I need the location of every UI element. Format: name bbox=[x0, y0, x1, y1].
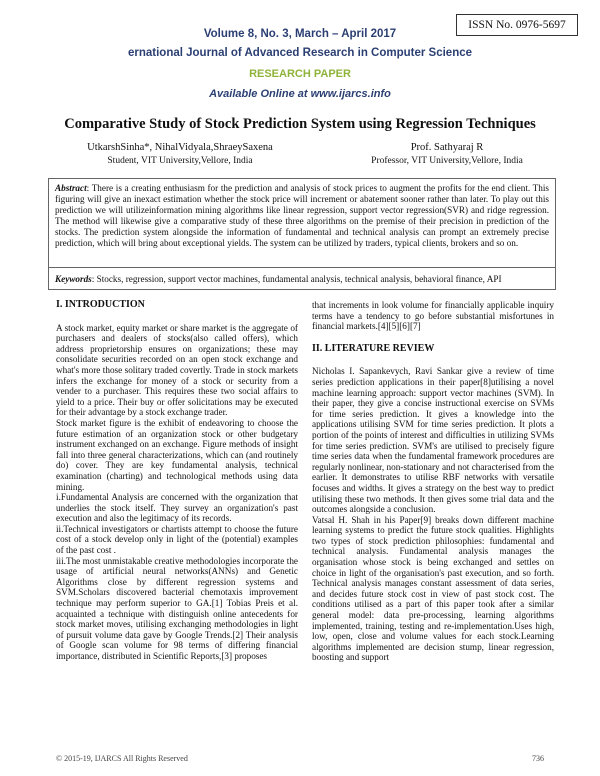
abstract-text: : There is a creating enthusiasm for the prediction and analysis of stock prices to augment the profits for the end client. This figuring will give an inexact estimation whether the stock price will increment or abatement sooner rather than later. To play out this prediction we will utilizeinformation mining algorithms like linear regression, support vector regression(SVR) and ridge regression. The method will likewise give a comparative study of these three algorithms on the premise of their precision in prediction of the stocks. The prediction system alongside the information of fundamental and technical analysis can prompt an extremely precise prediction, which will bring about exceptional yields. The system can be utilized by traders, typical clients, brokers and so on. bbox=[55, 183, 549, 248]
paragraph: i.Fundamental Analysis are concerned with the organization that underlies the stock itself. They survey an organization's past execution and also the legitimacy of its records. bbox=[56, 492, 298, 524]
paragraph: Nicholas I. Sapankevych, Ravi Sankar give a review of time series prediction applications in their paper[8]utilising a novel machine learning approach: support vector machines (SVM). In their paper, they give a concise instructional exercise on SVMs for time series prediction. It gives a knowledge into the applications utilising SVM for time series prediction. It plots a portion of the points of interest and difficulties in utilizing SVMs for time series prediction. SVM's are utilised to precisely figure time series data when the fundamental framework procedures are regularly nonlinear, non-stationary and not characterised from the earlier. It demonstrates to utilise RBF networks with versatile focuses and widths. It gives a strategy on the best way to predict utilising these two methods. It then gives some trial data and the outcomes alongside a conclusion. bbox=[312, 366, 554, 515]
left-column bbox=[56, 300, 298, 662]
right-column bbox=[312, 300, 554, 663]
available-online: Available Online at www.ijarcs.info bbox=[209, 88, 391, 100]
keywords-label: Keywords bbox=[55, 274, 92, 284]
journal-name: ernational Journal of Advanced Research in Computer Science bbox=[127, 47, 473, 59]
paper-type: RESEARCH PAPER bbox=[249, 68, 351, 80]
paragraph: ii.Technical investigators or chartists attempt to choose the future cost of a stock develop only in light of the (potential) examples of the past cost . bbox=[56, 523, 298, 556]
page-number: 736 bbox=[532, 754, 544, 763]
footer-copyright: © 2015-19, IJARCS All Rights Reserved bbox=[56, 754, 188, 763]
keywords-box bbox=[48, 268, 556, 290]
paper-title: Comparative Study of Stock Prediction System using Regression Techniques bbox=[64, 116, 536, 132]
abstract-label: Abstract bbox=[55, 183, 87, 193]
abstract-box bbox=[48, 178, 556, 268]
volume-line: Volume 8, No. 3, March – April 2017 bbox=[203, 28, 397, 40]
section-heading-introduction: I. INTRODUCTION bbox=[56, 299, 145, 310]
paragraph: A stock market, equity market or share market is the aggregate of purchasers and dealers of stocks(also called offers), which address proprietorship ensures on organizations; these may consolidate securities recorded on an open stock exchange and what's more those solitary traded covertly. Trade in stock markets infers the exchange for money of a stock or security from a vender to a purchaser. This requires these two social affairs to yield to a price. Their buy or offer solicitations may be executed for their advantage by a stock exchange trader. bbox=[56, 322, 298, 418]
paragraph: Stock market figure is the exhibit of endeavoring to choose the future estimation of an organization stock or other budgetary instrument exchanged on an exchange. Figure methods of insight fall into three general characterizations, which can (and routinely do) cover. They are key fundamental analysis, technical examination (charting) and technological methods using data mining. bbox=[56, 417, 298, 492]
authors-right bbox=[354, 142, 540, 167]
keywords-text: : Stocks, regression, support vector machines, fundamental analysis, technical analysis, behavioral finance, API bbox=[91, 274, 502, 284]
author-affiliation-left: Student, VIT University,Vellore, India bbox=[107, 155, 253, 166]
author-affiliation-right: Professor, VIT University,Vellore, India bbox=[371, 155, 523, 166]
author-names-right: Prof. Sathyaraj R bbox=[410, 142, 484, 153]
author-names-left: UtkarshSinha*, NihalVidyala,ShraeySaxena bbox=[87, 142, 273, 153]
paragraph: iii.The most unmistakable creative methodologies incorporate the usage of artificial neural networks(ANNs) and Genetic Algorithms close by different regression systems and SVM.Scholars discovered bacterial chemotaxis improvement technique may perform superior to GA.[1] Tobias Preis et al. acquainted a technique with distinguish online antecedents for stock market moves, utilising exchanging methodologies in light of pursuit volume data gave by Google Trends.[2] Their analysis of Google scan volume for 98 terms of differing financial importance, distributed in Scientific Reports,[3] proposes bbox=[56, 555, 298, 661]
paragraph: that increments in look volume for financially applicable inquiry terms have a tendency to go before substantial misfortunes in financial markets.[4][5][6][7] bbox=[312, 300, 554, 332]
issn-box: ISSN No. 0976-5697 bbox=[456, 14, 578, 36]
authors-left bbox=[86, 142, 274, 167]
section-heading-literature-review: II. LITERATURE REVIEW bbox=[312, 342, 435, 354]
paragraph: Vatsal H. Shah in his Paper[9] breaks down different machine learning systems to predict the future stock qualities. Highlights two types of stock prediction philosophies: fundamental and technical analysis. Fundamental analysis manages the organisation whose stock is being exchanged and settles on choice in light of the organisation's past execution, and so forth. Technical analysis manages constant assessment of data series, and decides future stock cost in view of past stock cost. The conditions utilised as a part of this paper took after a similar general model: data pre-processing, learning algorithms implemented, training, testing and re-implementation.Uses high, low, open, close and volume values for each stock.Learning algorithms implemented are decision stump, linear regression, boosting and support bbox=[312, 514, 554, 663]
